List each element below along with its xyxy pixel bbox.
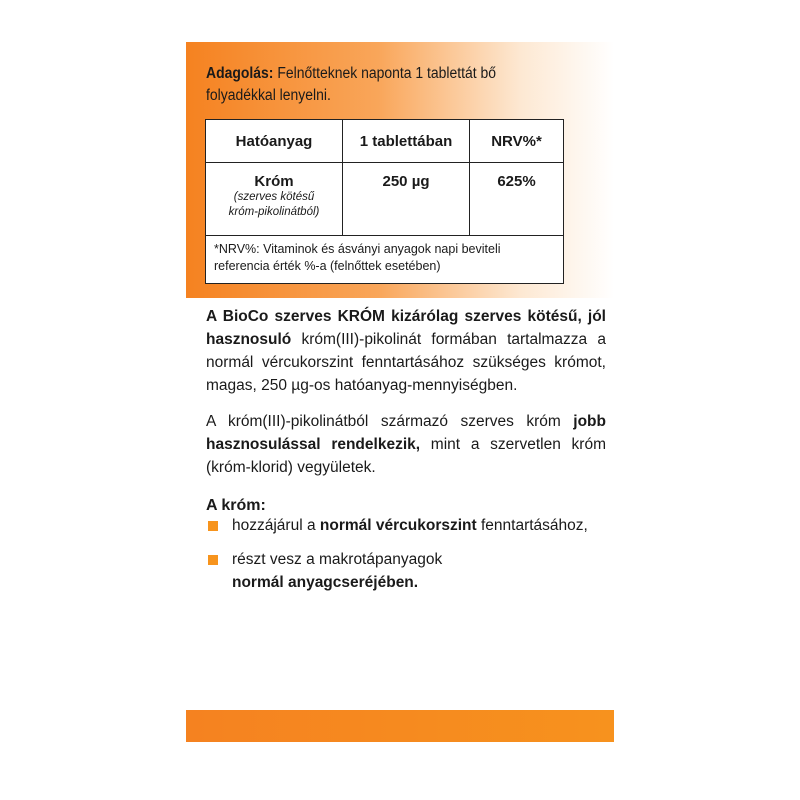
table-footnote-row: [206, 236, 564, 284]
amount-value: 250 µg: [382, 173, 430, 190]
para1-bold: A BioCo szerves KRÓM kizárólag szerves kötésű, jól hasznosuló: [206, 308, 606, 348]
benefits-heading: A króm:: [206, 497, 266, 514]
square-bullet-icon: [208, 555, 218, 565]
dosage-text: Felnőtteknek naponta 1 tablettát bő folyadékkal lenyelni.: [206, 65, 497, 104]
cell-amount: [343, 163, 470, 236]
cell-nrv: [470, 163, 564, 236]
bullet-1-text-1: hozzájárul a: [232, 517, 320, 534]
header-ingredient: Hatóanyag: [206, 120, 343, 163]
bullet-2-bold: normál anyagcseréjében.: [232, 574, 419, 591]
ingredient-note-2: króm-pikolinátból): [228, 206, 320, 218]
nrv-value: 625%: [497, 173, 536, 190]
table-footnote: *NRV%: Vitaminok és ásványi anyagok napi beviteli referencia érték %-a (felnőttek esetében): [206, 236, 564, 284]
bullet-2-text-1: részt vesz a makrotápanyagok: [232, 551, 443, 568]
ingredient-name: Króm: [254, 173, 294, 190]
nutrition-table: [205, 119, 564, 284]
orange-footer-bar: [186, 710, 614, 742]
dosage-instructions: [206, 63, 548, 107]
para2-bold: jobb hasznosulással rendelkezik,: [206, 413, 606, 453]
cell-ingredient: [206, 163, 343, 236]
bullet-1-bold: normál vércukorszint: [319, 517, 477, 534]
description-paragraph-2: [206, 410, 606, 479]
bullet-text: [232, 514, 612, 537]
bullet-1-text-2: fenntartásához,: [476, 517, 588, 534]
dosage-label: Adagolás:: [206, 65, 274, 82]
para2-text-2: mint a szervetlen króm (króm-klorid) vegyületek.: [206, 436, 607, 476]
table-header-row: [206, 120, 564, 163]
square-bullet-icon: [208, 521, 218, 531]
header-amount: 1 tablettában: [343, 120, 470, 163]
table-row: [206, 163, 564, 236]
bullet-text: [232, 548, 612, 594]
para2-text-1: A króm(III)-pikolinátból származó szerves króm: [206, 413, 574, 430]
para1-text: króm(III)-pikolinát formában tartalmazza a normál vércukorszint fenntartásához szükséges krómot, magas, 250 µg-os hatóanyag-mennyiségben.: [206, 331, 606, 394]
header-nrv: NRV%*: [470, 120, 564, 163]
description-paragraph-1: [206, 305, 606, 397]
ingredient-note-1: (szerves kötésű: [233, 191, 315, 203]
